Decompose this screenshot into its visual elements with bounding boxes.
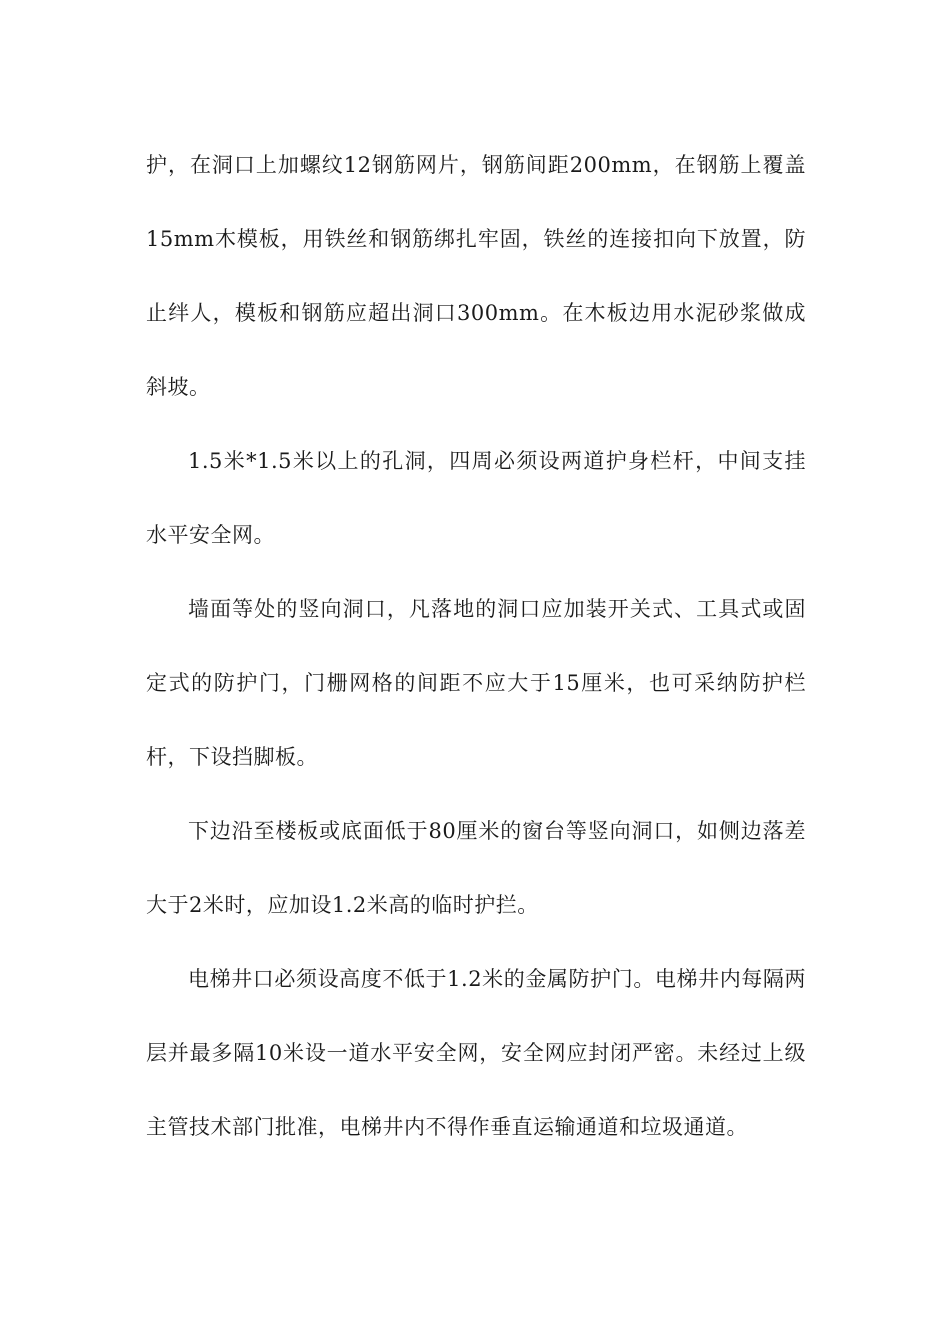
paragraph-window-sill: 下边沿至楼板或底面低于80厘米的窗台等竖向洞口，如侧边落差大于2米时，应加设1.2米高的临时护拦。 (146, 819, 806, 917)
paragraph-wall-opening: 墙面等处的竖向洞口，凡落地的洞口应加装开关式、工具式或固定式的防护门，门栅网格的间距不应大于15厘米，也可采纳防护栏杆，下设挡脚板。 (146, 597, 806, 769)
paragraph-hole-railing: 1.5米*1.5米以上的孔洞，四周必须设两道护身栏杆，中间支挂水平安全网。 (146, 449, 806, 547)
paragraph-continuation: 护，在洞口上加螺纹12钢筋网片，钢筋间距200mm，在钢筋上覆盖15mm木模板，用铁丝和钢筋绑扎牢固，铁丝的连接扣向下放置，防止绊人，模板和钢筋应超出洞口300mm。在木板边用水泥砂浆做成斜坡。 (146, 153, 806, 399)
document-body (146, 128, 806, 1164)
paragraph-elevator-shaft: 电梯井口必须设高度不低于1.2米的金属防护门。电梯井内每隔两层并最多隔10米设一道水平安全网，安全网应封闭严密。未经过上级主管技术部门批准，电梯井内不得作垂直运输通道和垃圾通道。 (146, 967, 806, 1139)
